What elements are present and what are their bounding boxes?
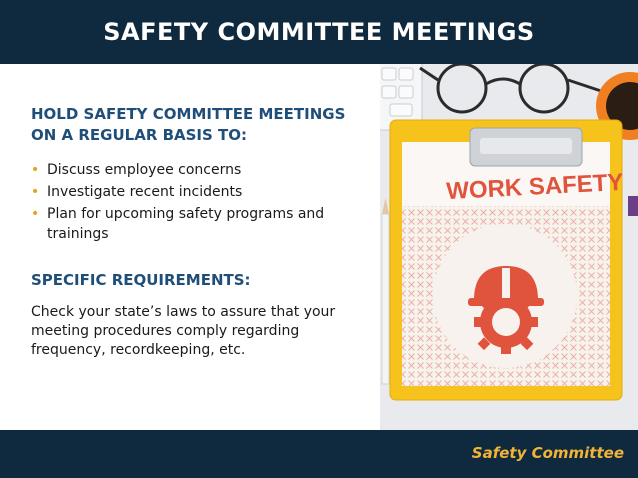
pencil-icon [382, 198, 389, 384]
work-safety-photo [380, 64, 638, 430]
bullet-icon: • [31, 184, 40, 200]
section-heading-line-2: ON A REGULAR BASIS TO: [31, 126, 248, 144]
bullet-icon: • [31, 162, 40, 178]
footer-bar [0, 430, 638, 478]
bullet-list [31, 160, 371, 244]
list-item [31, 160, 371, 180]
section-heading-meetings [31, 104, 371, 146]
list-item-text: Discuss employee concerns [47, 162, 242, 178]
section-heading-line-1: HOLD SAFETY COMMITTEE MEETINGS [31, 105, 346, 123]
requirements-text: Check your state’s laws to assure that your meeting procedures comply regarding frequency, recordkeeping, etc. [31, 304, 336, 358]
clipboard-icon [390, 120, 625, 400]
list-item-text: Plan for upcoming safety programs and trainings [47, 206, 325, 242]
list-item [31, 204, 371, 244]
list-item-text: Investigate recent incidents [47, 184, 243, 200]
main-content [31, 104, 371, 360]
section-heading-requirements: SPECIFIC REQUIREMENTS: [31, 271, 251, 289]
purple-object-icon [628, 196, 638, 216]
list-item [31, 182, 371, 202]
clipboard-illustration [380, 64, 638, 430]
footer-label: Safety Committee [471, 444, 624, 462]
work-safety-sign-text: WORK SAFETY [445, 168, 625, 206]
bullet-icon: • [31, 206, 40, 222]
page-title: SAFETY COMMITTEE MEETINGS [103, 18, 535, 46]
title-bar [0, 0, 638, 64]
